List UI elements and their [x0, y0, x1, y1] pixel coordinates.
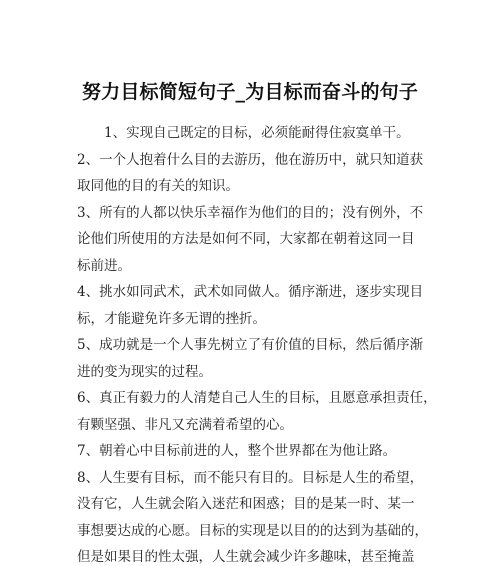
paragraph-line: 5、成功就是一个人事先树立了有价值的目标，然后循序渐 [77, 337, 424, 353]
paragraph-line: 4、挑水如同武术，武术如同做人。循序渐进，逐步实现目 [77, 284, 424, 300]
paragraph-line: 标前进。 [77, 257, 131, 274]
paragraph-line: 3、所有的人都以快乐幸福作为他们的目的；没有例外，不 [77, 204, 424, 221]
paragraph-line: 2、一个人抱着什么目的去游历，他在游历中，就只知道获 [77, 151, 424, 168]
paragraph-line: 但是如果目的性太强，人生就会减少许多趣味，甚至掩盖 [77, 549, 415, 565]
paragraph-line: 1、实现自己既定的目标，必须能耐得住寂寞单干。 [104, 125, 410, 141]
paragraph-line: 取同他的目的有关的知识。 [77, 178, 239, 194]
document-title: 努力目标简短句子_为目标而奋斗的句子 [81, 81, 419, 103]
document-body [77, 120, 437, 566]
paragraph-line: 有颗坚强、非凡又充满着希望的心。 [77, 416, 293, 433]
paragraph-line: 6、真正有毅力的人清楚自己人生的目标，且愿意承担责任， [77, 390, 437, 406]
paragraph-line: 事想要达成的心愿。目标的实现是以目的的达到为基础的， [77, 522, 428, 539]
paragraph-line: 论他们所使用的方法是如何不同，大家都在朝着这同一目 [77, 231, 415, 247]
paragraph-line: 7、朝着心中目标前进的人，整个世界都在为他让路。 [77, 443, 397, 459]
paragraph-line: 8、人生要有目标，而不能只有目的。目标是人生的希望， [77, 469, 424, 486]
paragraph-line: 进的变为现实的过程。 [77, 363, 212, 380]
paragraph-line: 没有它，人生就会陷入迷茫和困惑；目的是某一时、某一 [77, 496, 415, 512]
paragraph-line: 标，才能避免许多无谓的挫折。 [77, 310, 266, 327]
